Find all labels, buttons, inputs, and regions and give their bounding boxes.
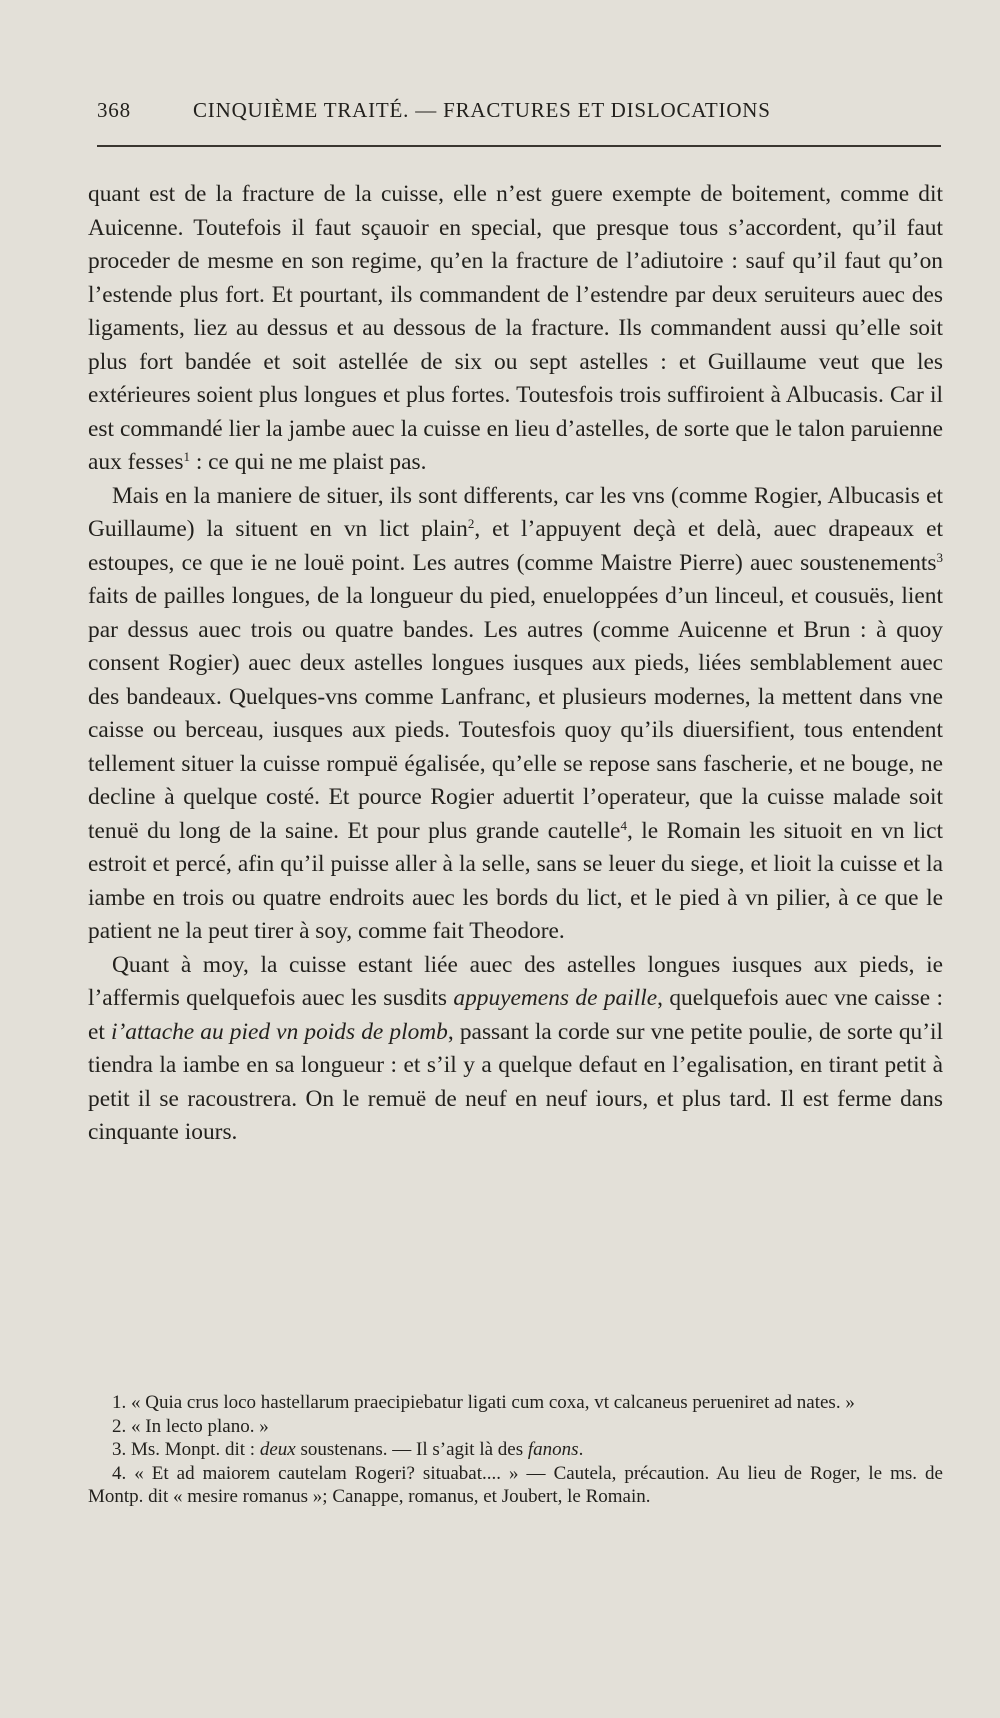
page-number: 368 xyxy=(97,98,131,122)
italic-word: deux xyxy=(259,1439,296,1460)
paragraph-text: Quant à moy, la cuisse estant liée auec des astelles longues iusques aux pieds, ie l’affermis quelquefois auec les susdits xyxy=(88,951,943,1011)
paragraph-1 xyxy=(88,178,943,480)
footnote-2: 2. « In lecto plano. » xyxy=(112,1415,269,1437)
footnote-text: . xyxy=(578,1439,584,1460)
paragraph-text: quant est de la fracture de la cuisse, elle n’est guere exempte de boitement, comme dit Auicenne. Toutefois il faut sçauoir en special, que presque tous s’accordent, qu’il faut proceder de mesme en son regime, qu’en la fracture de l’adiutoire : sauf qu’il faut qu’on l’estende plus fort. Et pourtant, ils commandent de l’estendre par deux seruiteurs auec des ligaments, liez au dessus et au dessous de la fracture. Ils commandent aussi qu’elle soit plus fort bandée et soit astellée de six ou sept astelles : et Guillaume veut que les extérieures soient plus longues et plus fortes. Toutesfois trois suffiroient à Albucasis. Car il est commandé lier la jambe auec la cuisse en lieu d’astelles, de sorte que le talon paruienne aux fesses xyxy=(88,181,943,475)
footnote-ref-3: 3 xyxy=(936,549,943,565)
running-header xyxy=(97,98,941,123)
paragraph-3 xyxy=(88,949,943,1150)
running-title: CINQUIÈME TRAITÉ. — FRACTURES ET DISLOCATIONS xyxy=(193,98,771,122)
footnote-text: soustenans. — Il s’agit là des xyxy=(295,1439,528,1460)
paragraph-text: , le Romain les situoit en vn lict estroit et percé, afin qu’il puisse aller à la selle, sans se leuer du siege, et lioit la cuisse et la iambe en trois ou quatre endroits auec les bords du lict, et le pied à vn pilier, à ce que le patient ne la peut tirer à soy, comme fait Theodore. xyxy=(88,817,943,944)
header-rule xyxy=(97,145,941,147)
footnotes xyxy=(88,1391,943,1509)
italic-word: fanons xyxy=(527,1439,579,1460)
italic-phrase: appuyemens de paille xyxy=(453,985,658,1011)
italic-phrase: i’attache au pied vn poids de plomb xyxy=(111,1018,448,1045)
paragraph-text: Mais en la maniere de situer, ils sont differents, car les vns (comme Rogier, Albucasis et Guillaume) la situent en vn lict plain xyxy=(88,482,943,542)
main-text xyxy=(88,178,943,1150)
paragraph-2 xyxy=(88,480,943,949)
footnote-ref-1: 1 xyxy=(183,449,190,464)
paragraph-text: faits de pailles longues, de la longueur du pied, enueloppées d’un linceul, et cousuës, lient par dessus auec trois ou quatre bandes. Les autres (comme Auicenne et Brun : à quoy consent Rogier) auec deux astelles longues iusques aux pieds, liées semblablement auec des bandeaux. Quelques-vns comme Lanfranc, et plusieurs modernes, la mettent dans vne caisse ou berceau, iusques aux pieds. Toutesfois quoy qu’ils diuersifient, tous entendent tellement situer la cuisse rompuë égalisée, qu’elle se repose sans fascherie, et ne bouge, ne decline à quelque costé. Et pource Rogier aduertit l’operateur, que la cuisse malade soit tenuë du long de la saine. Et pour plus grande cautelle xyxy=(88,583,943,844)
footnote-3 xyxy=(88,1438,943,1462)
footnote-1: 1. « Quia crus loco hastellarum praecipiebatur ligati cum coxa, vt calcaneus perueniret ad nates. » xyxy=(112,1392,855,1413)
paragraph-text: : ce qui ne me plaist pas. xyxy=(189,449,427,475)
footnote-ref-4: 4 xyxy=(620,817,627,833)
paragraph-text: , quelquefois auec vne caisse : et xyxy=(88,985,943,1045)
footnote-4: 4. « Et ad maiorem cautelam Rogeri? situabat.... » — Cautela, précaution. Au lieu de Roger, le ms. de Montp. dit « mesire romanus »; Canappe, romanus, et Joubert, le Romain. xyxy=(88,1462,943,1507)
footnote-ref-2: 2 xyxy=(467,516,475,531)
paragraph-text: , et l’appuyent deçà et delà, auec drapeaux et estoupes, ce que ie ne louë point. Les autres (comme Maistre Pierre) auec soustenements xyxy=(88,516,943,576)
footnote-text: 3. Ms. Monpt. dit : xyxy=(112,1439,260,1460)
paragraph-text: , passant la corde sur vne petite poulie, de sorte qu’il tiendra la iambe en sa longueur : et s’il y a quelque defaut en l’egalisation, en tirant petit à petit il se racoustrera. On le remuë de neuf en neuf iours, et plus tard. Il est ferme dans cinquante iours. xyxy=(88,1018,944,1145)
